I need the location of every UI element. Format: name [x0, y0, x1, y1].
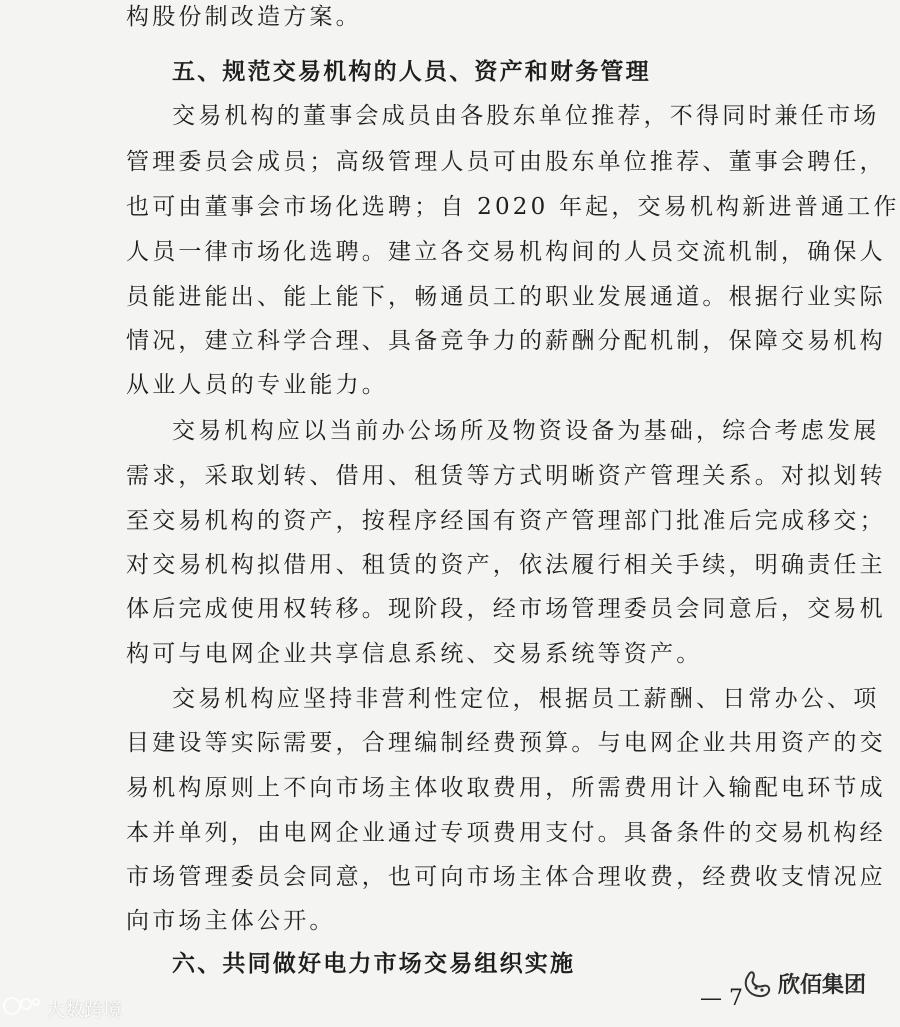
text-line: 构可与电网企业共享信息系统、交易系统等资产。 — [126, 641, 703, 667]
text-line: 对交易机构拟借用、租赁的资产，依法履行相关手续，明确责任主 — [126, 552, 886, 578]
section-heading-6: 六、共同做好电力市场交易组织实施 — [172, 951, 576, 977]
text-line: 交易机构应坚持非营利性定位，根据员工薪酬、日常办公、项 — [172, 686, 880, 712]
section-heading-5: 五、规范交易机构的人员、资产和财务管理 — [172, 59, 651, 85]
watermark-logo-icon — [2, 994, 42, 1023]
text-line: 向市场主体公开。 — [126, 908, 336, 934]
text-line: 构股份制改造方案。 — [126, 4, 362, 30]
text-line: 员能进能出、能上能下，畅通员工的职业发展通道。根据行业实际 — [126, 284, 886, 310]
wechat-icon — [742, 970, 772, 998]
text-line: 也可由董事会市场化选聘；自 2020 年起，交易机构新进普通工作 — [126, 194, 900, 220]
watermark-right-text: 欣佰集团 — [778, 973, 867, 998]
text-line: 交易机构应以当前办公场所及物资设备为基础，综合考虑发展 — [172, 418, 880, 444]
watermark-left-text: 大数跨境 — [46, 999, 123, 1021]
text-line: 目建设等实际需要，合理编制经费预算。与电网企业共用资产的交 — [126, 730, 886, 756]
text-line: 至交易机构的资产，按程序经国有资产管理部门批准后完成移交； — [126, 508, 886, 534]
text-line: 需求，采取划转、借用、租赁等方式明晰资产管理关系。对拟划转 — [126, 463, 886, 489]
text-line: 交易机构的董事会成员由各股东单位推荐，不得同时兼任市场 — [172, 103, 880, 129]
text-line: 市场管理委员会同意，也可向市场主体合理收费，经费收支情况应 — [126, 864, 886, 890]
text-line: 情况，建立科学合理、具备竞争力的薪酬分配机制，保障交易机构 — [126, 328, 886, 354]
text-line: 管理委员会成员；高级管理人员可由股东单位推荐、董事会聘任， — [126, 149, 886, 175]
page-number: — 7 — [700, 986, 743, 1011]
watermark-right — [742, 968, 866, 999]
text-line: 从业人员的专业能力。 — [126, 372, 388, 398]
text-line: 体后完成使用权转移。现阶段，经市场管理委员会同意后，交易机 — [126, 596, 886, 622]
text-line: 本并单列，由电网企业通过专项费用支付。具备条件的交易机构经 — [126, 820, 886, 846]
watermark-left — [2, 994, 122, 1023]
text-line: 人员一律市场化选聘。建立各交易机构间的人员交流机制，确保人 — [126, 239, 886, 265]
text-line: 易机构原则上不向市场主体收取费用，所需费用计入输配电环节成 — [126, 775, 886, 801]
